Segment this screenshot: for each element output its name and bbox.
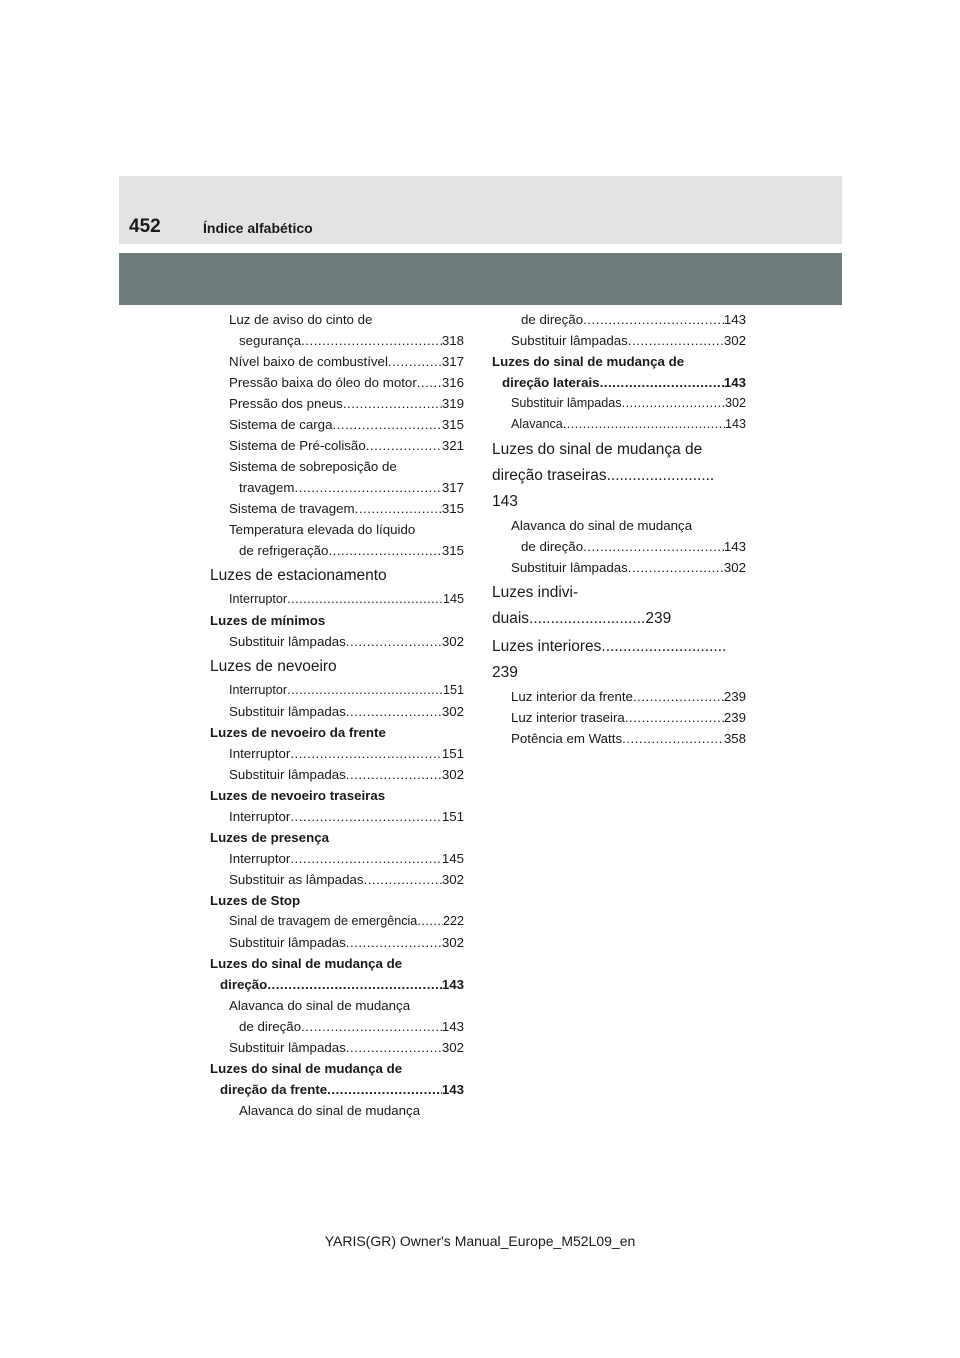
index-subentry [210, 351, 464, 372]
index-heading: Luzes de nevoeiro da frente [210, 725, 386, 740]
subentry-label: Sistema de Pré-colisão [229, 438, 366, 453]
heading-page: 143 [723, 375, 746, 390]
index-subentry [492, 515, 746, 557]
subentry-row [229, 351, 464, 372]
subentry-label: Potência em Watts [511, 731, 623, 746]
leader-dots [622, 393, 725, 414]
index-subentry [210, 764, 464, 785]
leader-dots [355, 498, 442, 519]
index-subentry [492, 309, 746, 330]
subentry-page: 143 [724, 417, 746, 431]
heading-row [210, 1079, 464, 1100]
index-heading [210, 1058, 464, 1100]
heading-line2: direção traseiras......................... [492, 467, 715, 484]
leader-dots [267, 974, 442, 995]
subentry-row [229, 701, 464, 722]
leader-dots [417, 911, 443, 932]
subentry-line1: Alavanca do sinal de mudança [229, 998, 411, 1013]
leader-dots [287, 589, 443, 610]
subentry-label: Sistema de carga [229, 417, 333, 432]
leader-dots [346, 631, 442, 652]
index-column-right [492, 309, 746, 749]
subentry-row [229, 911, 464, 932]
subentry-label: Substituir lâmpadas [511, 560, 628, 575]
heading-line1: Luzes interiores............................. [492, 638, 727, 655]
subentry-label: Interruptor [229, 851, 291, 866]
subentry-row [229, 680, 464, 701]
index-subentry [210, 701, 464, 722]
heading-page: 143 [441, 977, 464, 992]
index-subentry [210, 456, 464, 498]
index-subentry [210, 631, 464, 652]
subentry-row [511, 414, 746, 435]
subentry-label: Substituir lâmpadas [229, 634, 346, 649]
subentry-page: 316 [441, 375, 464, 390]
subentry-page: 321 [441, 438, 464, 453]
page-title: Índice alfabético [203, 220, 313, 236]
subentry-row [229, 540, 464, 561]
subentry-row [229, 932, 464, 953]
index-heading [492, 351, 746, 393]
leader-dots [625, 707, 724, 728]
heading-label: direção [220, 977, 268, 992]
subentry-label: Pressão dos pneus [229, 396, 343, 411]
header-dark-band [119, 253, 842, 305]
page-number: 452 [129, 216, 161, 237]
leader-dots [343, 393, 442, 414]
index-subentry [210, 393, 464, 414]
subentry-page: 302 [724, 396, 746, 410]
leader-dots [290, 848, 441, 869]
subentry-page: 315 [441, 543, 464, 558]
index-subentry [210, 1100, 464, 1121]
subentry-label: Alavanca [511, 417, 563, 431]
leader-dots [583, 536, 724, 557]
subentry-page: 319 [441, 396, 464, 411]
subentry-page: 151 [441, 809, 464, 824]
index-subentry [210, 414, 464, 435]
index-heading-large [492, 437, 746, 515]
subentry-label: Pressão baixa do óleo do motor [229, 375, 417, 390]
subentry-label: Substituir lâmpadas [229, 1040, 346, 1055]
subentry-page: 222 [442, 914, 464, 928]
subentry-page: 145 [442, 592, 464, 606]
subentry-label: de direção [521, 312, 584, 327]
subentry-row [511, 707, 746, 728]
subentry-page: 358 [723, 731, 746, 746]
leader-dots [388, 351, 442, 372]
heading-label: direção laterais [502, 375, 600, 390]
index-subentry [210, 435, 464, 456]
subentry-page: 151 [442, 683, 464, 697]
heading-line1: Luzes do sinal de mudança de [210, 956, 403, 971]
subentry-label: segurança [239, 333, 302, 348]
subentry-line1: Sistema de sobreposição de [229, 459, 397, 474]
leader-dots [327, 1079, 442, 1100]
index-subentry [210, 680, 464, 701]
index-subentry [210, 372, 464, 393]
heading-line1: Luzes indivi- [492, 584, 579, 601]
index-subentry [210, 309, 464, 351]
subentry-page: 315 [441, 417, 464, 432]
subentry-page: 302 [441, 935, 464, 950]
index-column-left [210, 309, 464, 1121]
subentry-row [229, 869, 464, 890]
index-subentry [210, 1037, 464, 1058]
subentry-label: Sistema de travagem [229, 501, 355, 516]
subentry-label: Luz interior da frente [511, 689, 633, 704]
index-heading-large [492, 634, 746, 686]
subentry-line1: Alavanca do sinal de mudança [511, 518, 693, 533]
index-heading-large: Luzes de estacionamento [210, 567, 387, 584]
leader-dots [328, 540, 441, 561]
heading-page: 143 [441, 1082, 464, 1097]
subentry-row [229, 330, 464, 351]
index-subentry [210, 911, 464, 932]
leader-dots [346, 701, 442, 722]
heading-line1: Luzes do sinal de mudança de [210, 1061, 403, 1076]
subentry-label: Interruptor [229, 746, 291, 761]
subentry-row [511, 330, 746, 351]
subentry-row [229, 743, 464, 764]
subentry-label: de direção [521, 539, 584, 554]
subentry-page: 145 [441, 851, 464, 866]
subentry-label: Interruptor [229, 809, 291, 824]
subentry-page: 302 [441, 634, 464, 649]
subentry-row [229, 806, 464, 827]
leader-dots [366, 435, 442, 456]
subentry-page: 302 [723, 333, 746, 348]
subentry-row [229, 435, 464, 456]
subentry-page: 315 [441, 501, 464, 516]
subentry-row [229, 764, 464, 785]
subentry-row [229, 1037, 464, 1058]
subentry-page: 143 [441, 1019, 464, 1034]
index-subentry [210, 848, 464, 869]
subentry-row [229, 477, 464, 498]
subentry-row [511, 686, 746, 707]
index-subentry [210, 869, 464, 890]
subentry-row [229, 1016, 464, 1037]
subentry-label: Luz interior traseira [511, 710, 625, 725]
subentry-row [511, 309, 746, 330]
leader-dots [346, 1037, 442, 1058]
index-heading-large: Luzes de nevoeiro [210, 658, 337, 675]
subentry-page: 318 [441, 333, 464, 348]
subentry-label: Interruptor [229, 683, 288, 697]
index-subentry [492, 393, 746, 414]
subentry-label: Substituir as lâmpadas [229, 872, 364, 887]
subentry-row [511, 557, 746, 578]
subentry-page: 302 [441, 1040, 464, 1055]
subentry-label: Interruptor [229, 592, 288, 606]
subentry-label: de direção [239, 1019, 302, 1034]
subentry-page: 302 [441, 872, 464, 887]
subentry-label: Substituir lâmpadas [229, 767, 346, 782]
heading-label: direção da frente [220, 1082, 328, 1097]
subentry-row [229, 372, 464, 393]
heading-line1: Luzes do sinal de mudança de [492, 354, 685, 369]
leader-dots [287, 680, 443, 701]
index-subentry [210, 806, 464, 827]
leader-dots [633, 686, 724, 707]
index-subentry [210, 743, 464, 764]
index-subentry [492, 414, 746, 435]
index-subentry [492, 728, 746, 749]
subentry-page: 302 [441, 767, 464, 782]
subentry-row [511, 393, 746, 414]
subentry-label: travagem [239, 480, 295, 495]
leader-dots [417, 372, 442, 393]
subentry-line1: Temperatura elevada do líquido [229, 522, 416, 537]
index-subentry [492, 686, 746, 707]
leader-dots [346, 764, 442, 785]
subentry-label: Nível baixo de combustível [229, 354, 388, 369]
subentry-row [511, 728, 746, 749]
subentry-page: 239 [723, 710, 746, 725]
leader-dots [290, 743, 441, 764]
subentry-label: Sinal de travagem de emergência [229, 914, 418, 928]
index-heading: Luzes de presença [210, 830, 329, 845]
subentry-row [229, 414, 464, 435]
subentry-page: 151 [441, 746, 464, 761]
leader-dots [290, 806, 441, 827]
leader-dots [294, 477, 441, 498]
leader-dots [628, 557, 724, 578]
subentry-row [229, 631, 464, 652]
subentry-page: 143 [723, 539, 746, 554]
leader-dots [346, 932, 442, 953]
index-subentry [210, 498, 464, 519]
heading-row [210, 974, 464, 995]
subentry-page: 143 [723, 312, 746, 327]
subentry-row [229, 498, 464, 519]
subentry-row [511, 536, 746, 557]
subentry-label: Substituir lâmpadas [229, 704, 346, 719]
index-heading: Luzes de Stop [210, 893, 301, 908]
leader-dots [563, 414, 725, 435]
index-subentry [210, 995, 464, 1037]
leader-dots [628, 330, 724, 351]
subentry-row [229, 589, 464, 610]
subentry-page: 317 [441, 480, 464, 495]
index-heading: Luzes de mínimos [210, 613, 326, 628]
leader-dots [301, 330, 442, 351]
leader-dots [332, 414, 441, 435]
leader-dots [301, 1016, 442, 1037]
index-subentry [492, 557, 746, 578]
footer-text: YARIS(GR) Owner's Manual_Europe_M52L09_en [324, 1233, 636, 1249]
index-subentry [492, 330, 746, 351]
heading-line1: Luzes do sinal de mudança de [492, 441, 703, 458]
subentry-line1: Luz de aviso do cinto de [229, 312, 373, 327]
heading-line3: 143 [492, 493, 518, 510]
index-subentry [210, 519, 464, 561]
heading-line2: duais...........................239 [492, 610, 672, 627]
subentry-label: Substituir lâmpadas [511, 333, 628, 348]
subentry-row [229, 393, 464, 414]
index-subentry [210, 932, 464, 953]
index-heading [210, 953, 464, 995]
leader-dots [364, 869, 442, 890]
subentry-page: 302 [441, 704, 464, 719]
leader-dots [622, 728, 724, 749]
leader-dots [600, 372, 724, 393]
subentry-page: 317 [441, 354, 464, 369]
heading-line2: 239 [492, 664, 518, 681]
index-subentry [210, 589, 464, 610]
subentry-row [229, 848, 464, 869]
subentry-label: Substituir lâmpadas [511, 396, 622, 410]
index-subentry [492, 707, 746, 728]
leader-dots [583, 309, 724, 330]
subentry-label: de refrigeração [239, 543, 329, 558]
subentry-label: Substituir lâmpadas [229, 935, 346, 950]
index-heading-large [492, 580, 746, 632]
subentry-page: 239 [723, 689, 746, 704]
heading-row [492, 372, 746, 393]
subentry-label: Alavanca do sinal de mudança [239, 1103, 421, 1118]
subentry-page: 302 [723, 560, 746, 575]
index-heading: Luzes de nevoeiro traseiras [210, 788, 386, 803]
